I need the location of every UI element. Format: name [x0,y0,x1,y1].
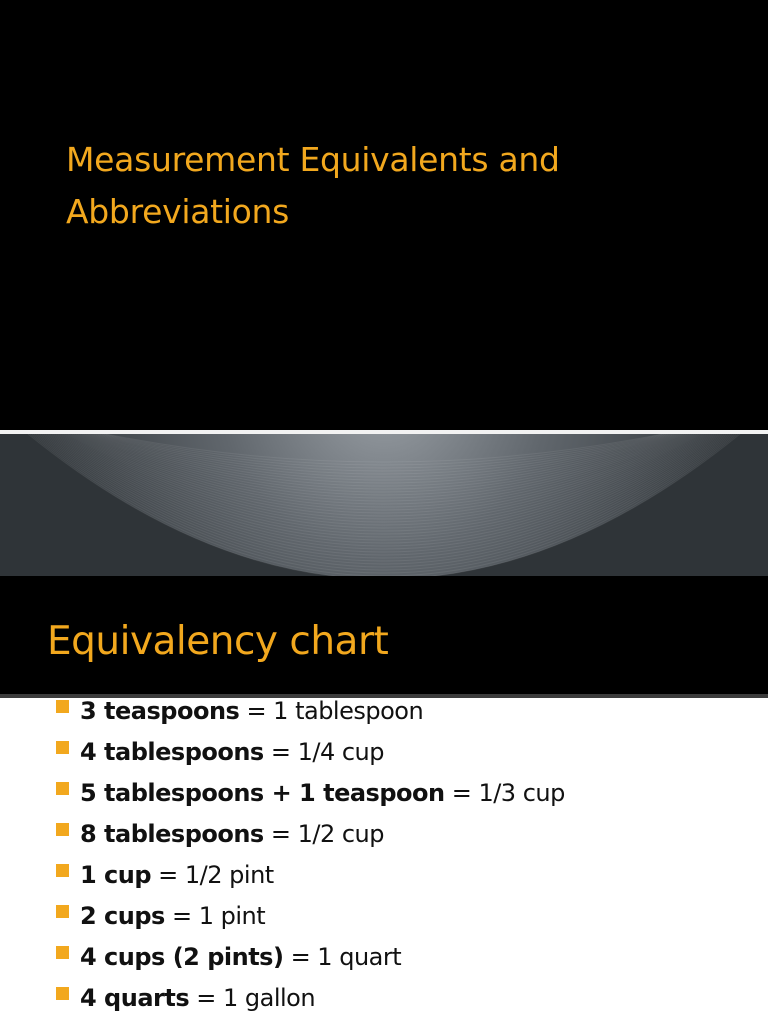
slide-title-heading: Measurement Equivalents and Abbreviations [66,140,560,231]
list-item-quantity: 4 quarts [80,984,190,1012]
list-item [56,978,756,1019]
slide-heading: Equivalency chart [47,619,389,664]
bullet-square-icon [56,946,69,959]
list-item [56,937,756,978]
slide-equivalency [0,576,768,1024]
list-item-equivalent: = 1 tablespoon [239,697,424,725]
list-item-quantity: 8 tablespoons [80,820,264,848]
list-item-quantity: 1 cup [80,861,152,889]
list-item [56,896,756,937]
list-item-quantity: 3 teaspoons [80,697,240,725]
slide-header [0,576,768,694]
bullet-square-icon [56,741,69,754]
slide-title [0,0,768,430]
list-item-equivalent: = 1 pint [164,902,266,930]
list-item [56,691,756,732]
list-item [56,814,756,855]
bullet-square-icon [56,700,69,713]
bullet-square-icon [56,987,69,1000]
list-item-equivalent: = 1 gallon [189,984,316,1012]
list-item-quantity: 5 tablespoons + 1 teaspoon [80,779,445,807]
bullet-square-icon [56,782,69,795]
equivalency-list [56,691,756,1019]
list-item-equivalent: = 1/4 cup [263,738,384,766]
list-item-equivalent: = 1/3 cup [444,779,565,807]
list-item [56,855,756,896]
list-item-equivalent: = 1/2 cup [263,820,384,848]
bullet-square-icon [56,823,69,836]
list-item-quantity: 4 tablespoons [80,738,264,766]
slide-decorative-band [0,434,768,576]
bullet-square-icon [56,905,69,918]
list-item-quantity: 2 cups [80,902,165,930]
list-item-quantity: 4 cups (2 pints) [80,943,284,971]
list-item [56,732,756,773]
list-item-equivalent: = 1/2 pint [151,861,274,889]
list-item [56,773,756,814]
list-item-equivalent: = 1 quart [283,943,402,971]
decorative-arc-pattern [0,434,768,576]
bullet-square-icon [56,864,69,877]
